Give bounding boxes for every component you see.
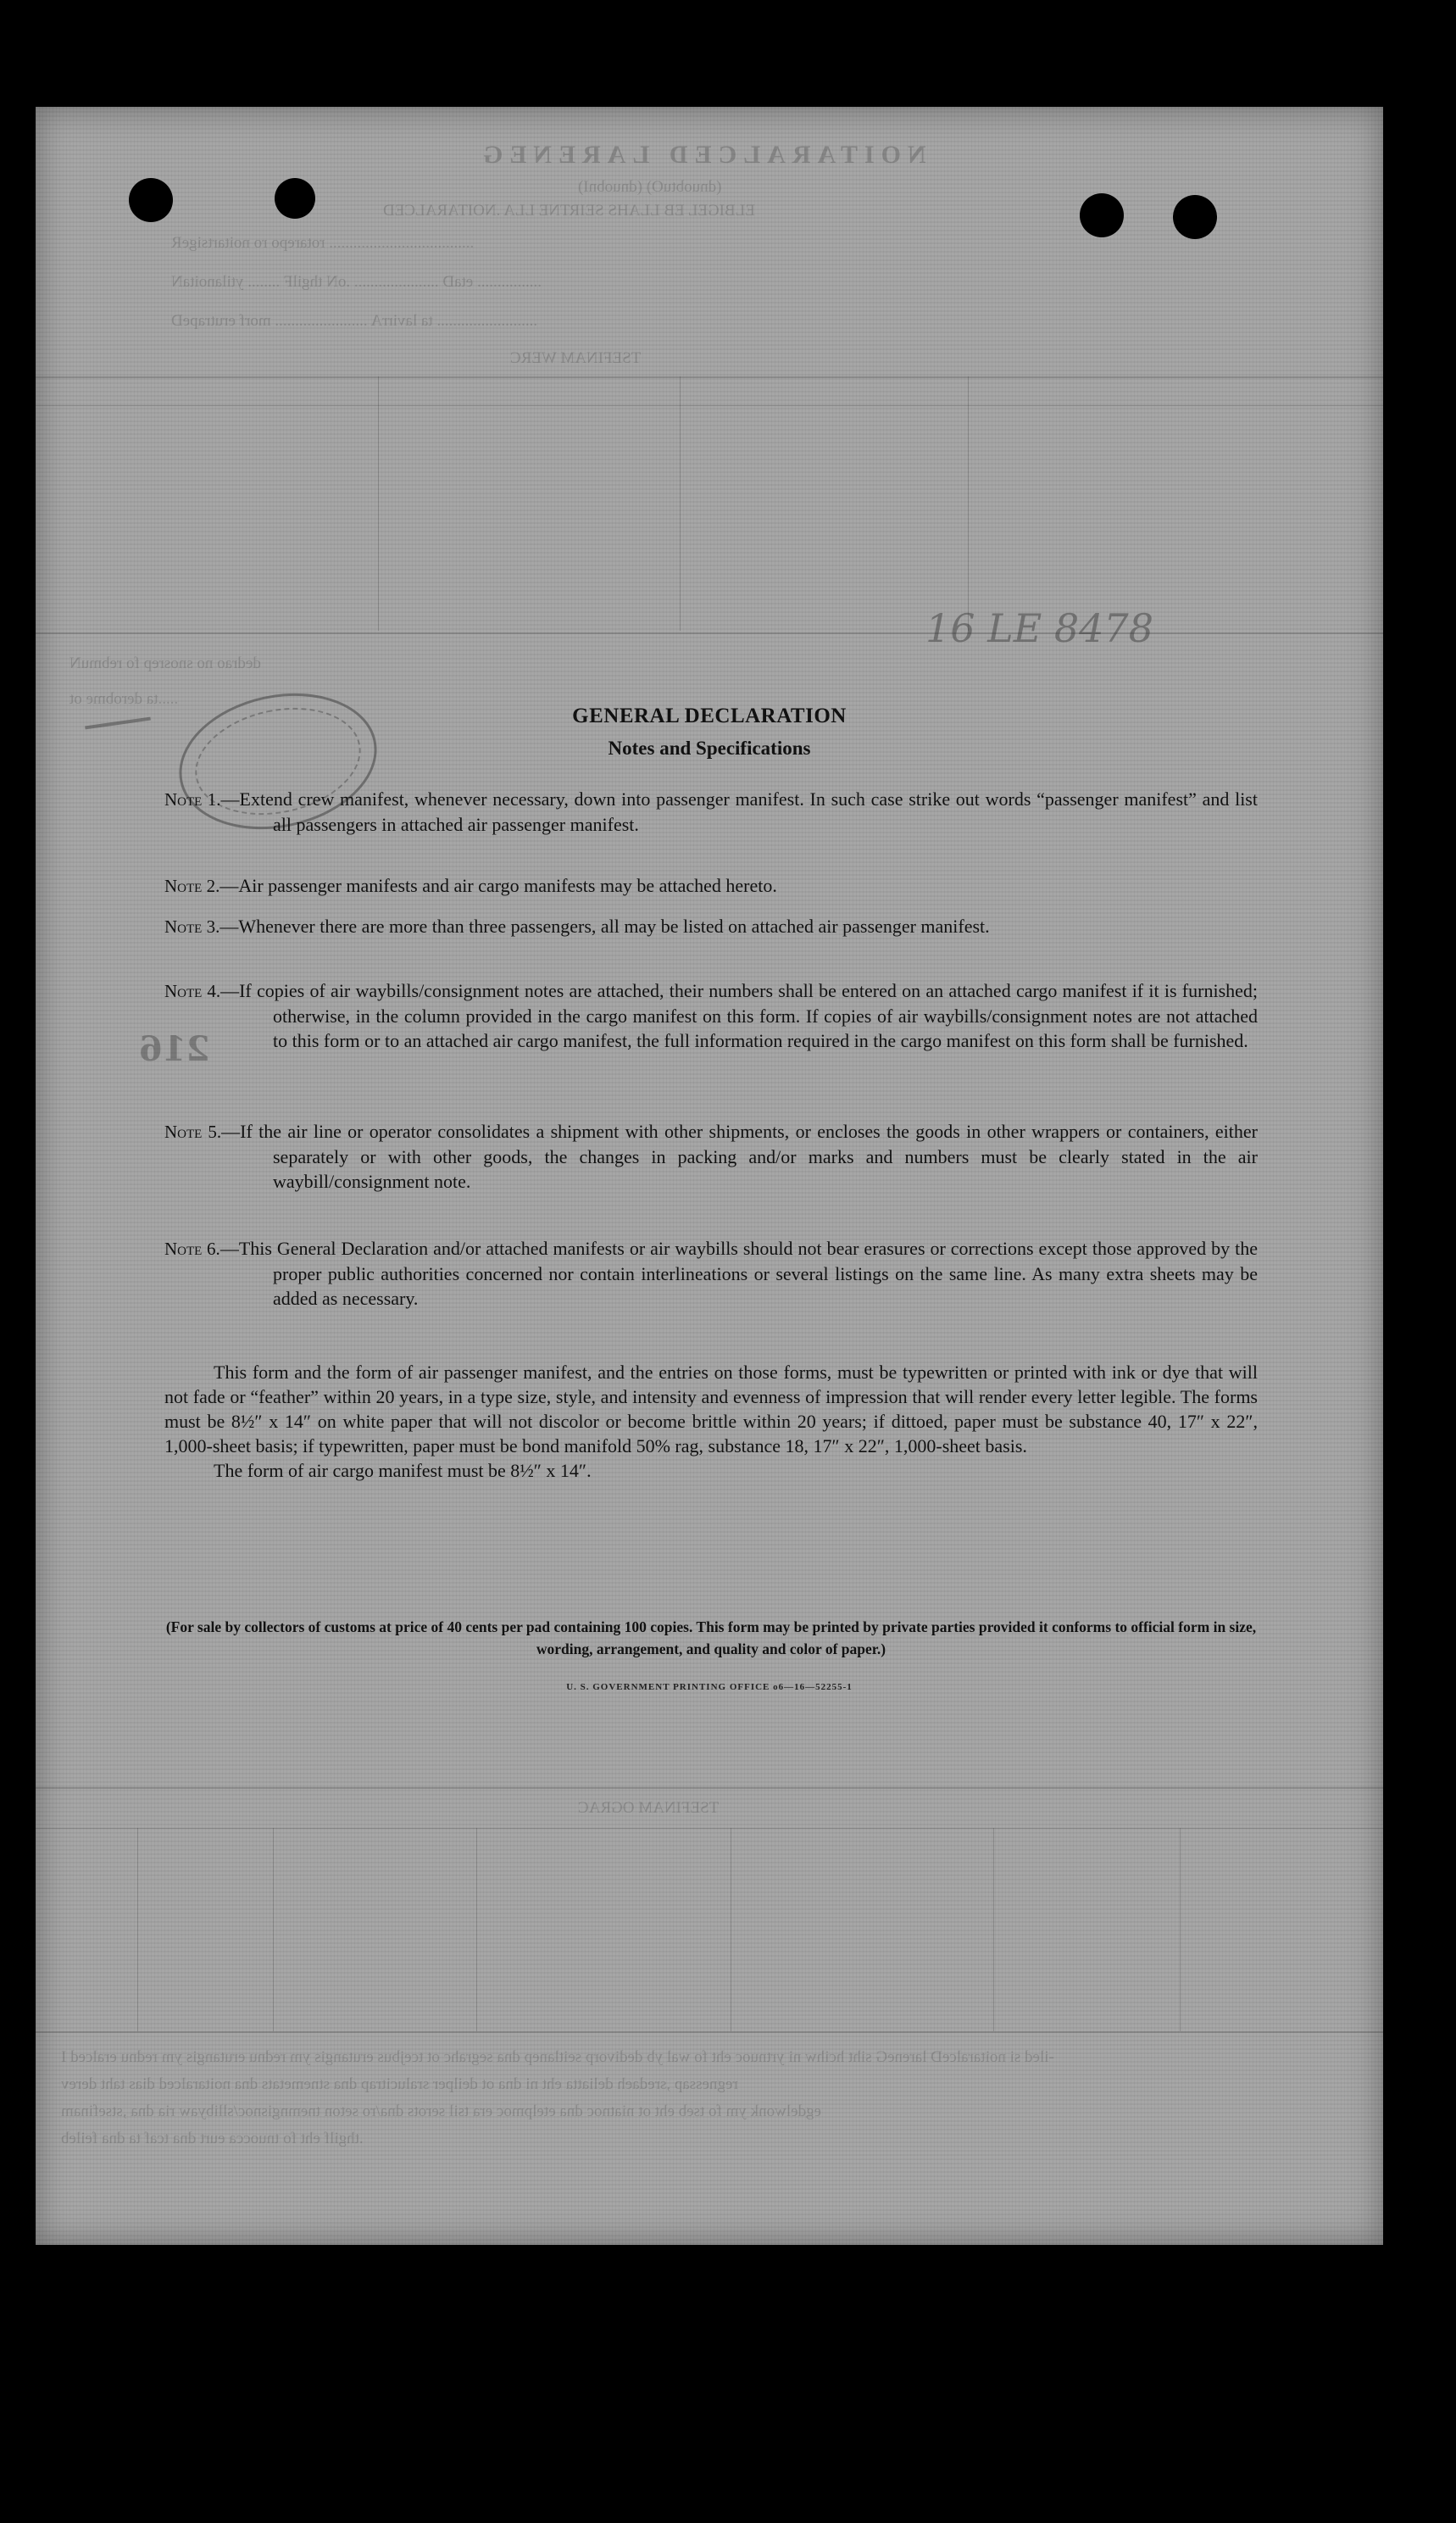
bleed-through-text: TSEFINAM WERC [510, 349, 642, 367]
cargo-manifest-size-text: The form of air cargo manifest must be 8½″ x 14″. [214, 1460, 592, 1481]
bleed-through-text: ................ etaD ..................... .oN thgilF ........ ytilanoitaN [171, 273, 542, 291]
note-text: —Extend crew manifest, whenever necessary, down into passenger manifest. In such case strike out words “passenger manifest” and list all passengers in attached air passenger manifest. [220, 788, 1258, 835]
bleed-through-text: TSEFINAM OGRAC [578, 1799, 720, 1817]
specifications-text: This form and the form of air passenger manifest, and the entries on those forms, must be typewritten or printed with ink or dye that will not fade or “feather” within 20 years, in a type size, style, and intensity and evenness of impression that will render every letter legible. The forms must be 8½″ x 14″ on white paper that will not discolor or become brittle within 20 years; if dittoed, paper must be substance 40, 17″ x 22″, 1,000-sheet basis; if typewritten, paper must be bond manifold 50% rag, substance 18, 17″ x 22″, 1,000-sheet basis. [164, 1362, 1258, 1456]
note-label: Note 6. [164, 1239, 220, 1259]
printer-imprint: U. S. GOVERNMENT PRINTING OFFICE o6—16—52255-1 [566, 1682, 853, 1692]
bleed-through-text: ELBIGEL EB LLAHS SEIRTNE LLA .NOITARALCED [383, 202, 755, 220]
handwritten-number: 16 LE 8478 [925, 605, 1153, 651]
bleed-through-heading: NOITARALCED LARENEG [476, 141, 926, 169]
note-text: —This General Declaration and/or attached manifests or air waybills should not bear erasures or corrections except those approved by the proper public authorities concerned nor contain interlineations or several listings on the same line. As many extra sheets may be added as necessary. [220, 1238, 1258, 1309]
note-text: —Whenever there are more than three passengers, all may be listed on attached air passenger manifest. [220, 916, 990, 937]
bleed-through-text: dedrao no snosrep fo rebmuN [69, 654, 261, 672]
note-label: Note 2. [164, 876, 220, 896]
note-text: —Air passenger manifests and air cargo manifests may be attached hereto. [220, 875, 777, 896]
note-label: Note 4. [164, 981, 221, 1001]
bleed-through-text: .................................... rotarepo ro noitartsigeR [171, 234, 475, 252]
specifications-paragraph [164, 1360, 1258, 1483]
bleed-through-text: (dnuobtuO) (dnuobnI) [578, 178, 722, 196]
bleed-through-text: egdelwonk ym fo tseb eht ot niatnoc dna etelpmoc era tsil serots dna/ro seton tnemngisnoc/sllibyaw ria dna ,stsefinam [61, 2102, 822, 2120]
bleed-through-text: ......................... ta lavirrA ....................... morf erutrapeD [171, 312, 538, 330]
bleed-through-text: -iled si noitaralceD lareneG siht hcihw ni yrtnuoc eht fo wal yb dedivorp seitlanep dna segrahc ot tcejbus erutangis ym rednu erutangis ym rednu eralced I [61, 2048, 1054, 2066]
bleed-through-text: .....ta derobme ot [69, 690, 179, 708]
notes-content [36, 107, 1383, 2245]
note-label: Note 1. [164, 789, 221, 810]
document-subtitle: Notes and Specifications [608, 738, 811, 759]
bleed-through-text: .thgilf eht fo tnuocca eurt dna tcaf ta dna feileb [61, 2130, 364, 2147]
note-6 [164, 1236, 1258, 1311]
note-4 [164, 978, 1258, 1053]
note-2 [164, 873, 1258, 899]
bleed-through-text: regnessap ,sredaeh deliatta eht ni dna ot deilper sralucitrap dna stnemetats dna noitaralced dias taht derev [61, 2075, 738, 2093]
note-5 [164, 1119, 1258, 1194]
note-3 [164, 914, 1258, 939]
note-label: Note 5. [164, 1122, 222, 1142]
sale-note: (For sale by collectors of customs at price of 40 cents per pad containing 100 copies. This form may be printed by private parties provided it conforms to official form in size, wording, arrangement, and quality and color of paper.) [165, 1618, 1257, 1657]
note-text: —If copies of air waybills/consignment notes are attached, their numbers shall be entered on an attached cargo manifest if it is furnished; otherwise, in the column provided in the cargo manifest on this form. If copies of air waybills/consignment notes are not attached to this form or to an attached air cargo manifest, the full information required in the cargo manifest on this form shall be furnished. [220, 980, 1259, 1051]
document-title: GENERAL DECLARATION [572, 705, 847, 727]
note-text: —If the air line or operator consolidates a shipment with other shipments, or encloses the goods in other wrappers or containers, either separately or with other goods, the changes in packing and/or marks and numbers must be clearly stated in the air waybill/consignment note. [221, 1121, 1258, 1192]
note-label: Note 3. [164, 916, 220, 937]
note-1 [164, 787, 1258, 837]
document-page [36, 107, 1383, 2245]
stamp-number: 216 [139, 1029, 210, 1069]
